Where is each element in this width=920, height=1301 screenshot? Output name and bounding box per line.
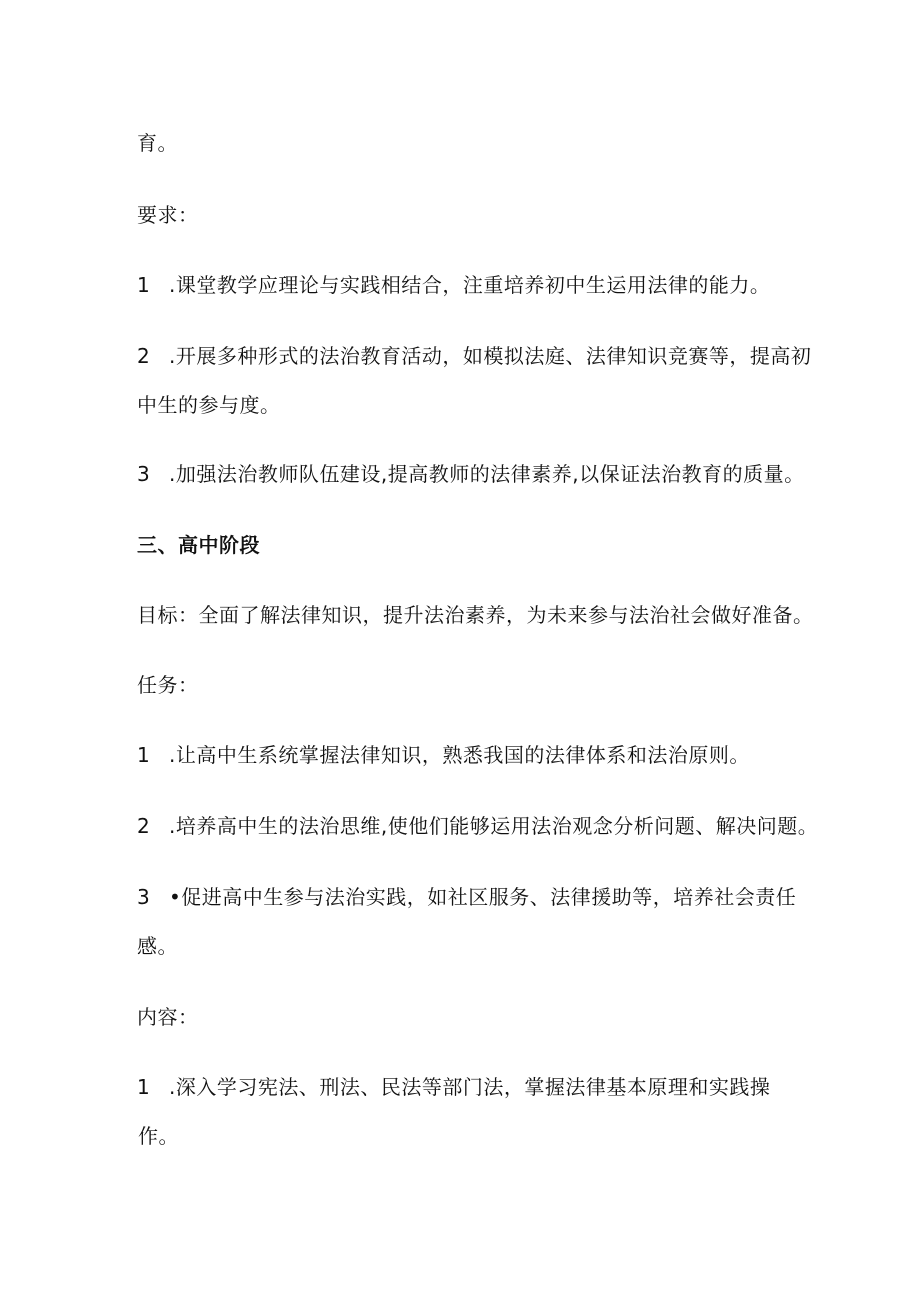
item-number: 3 [137, 462, 151, 486]
task-item-2 [137, 814, 818, 838]
goal-paragraph: 目标：全面了解法律知识，提升法治素养，为未来参与法治社会做好准备。 [137, 603, 814, 627]
requirement-item-1 [137, 273, 770, 297]
content-label: 内容： [137, 1005, 199, 1029]
task-item-3-continuation: 感。 [137, 934, 178, 958]
item-number: 1 [137, 743, 151, 767]
requirement-item-2 [137, 344, 811, 368]
item-text: .培养高中生的法治思维,使他们能够运用法治观念分析问题、解决问题。 [169, 814, 819, 838]
paragraph-continuation: 育。 [137, 131, 178, 155]
content-item-1 [137, 1075, 770, 1099]
item-number: 3 [137, 885, 151, 909]
requirement-item-3 [137, 462, 805, 486]
item-number: 1 [137, 1075, 151, 1099]
item-text: .加强法治教师队伍建设,提高教师的法律素养,以保证法治教育的质量。 [169, 462, 805, 486]
task-item-1 [137, 743, 750, 767]
item-text: .开展多种形式的法治教育活动，如模拟法庭、法律知识竞赛等，提高初 [169, 344, 812, 368]
content-item-1-continuation: 作。 [138, 1124, 179, 1148]
item-text: .让高中生系统掌握法律知识，熟悉我国的法律体系和法治原则。 [169, 743, 750, 767]
requirements-label: 要求： [137, 203, 199, 227]
section-heading: 三、高中阶段 [137, 533, 260, 557]
item-number: 1 [137, 273, 151, 297]
item-text: .课堂教学应理论与实践相结合，注重培养初中生运用法律的能力。 [169, 273, 771, 297]
item-number: 2 [137, 814, 151, 838]
tasks-label: 任务： [137, 673, 199, 697]
item-number: 2 [137, 344, 151, 368]
item-text: .深入学习宪法、刑法、民法等部门法，掌握法律基本原理和实践操 [169, 1075, 771, 1099]
task-item-3 [137, 885, 796, 909]
item-text: •促进高中生参与法治实践，如社区服务、法律援助等，培养社会责任 [169, 885, 797, 909]
requirement-item-2-continuation: 中生的参与度。 [137, 393, 281, 417]
